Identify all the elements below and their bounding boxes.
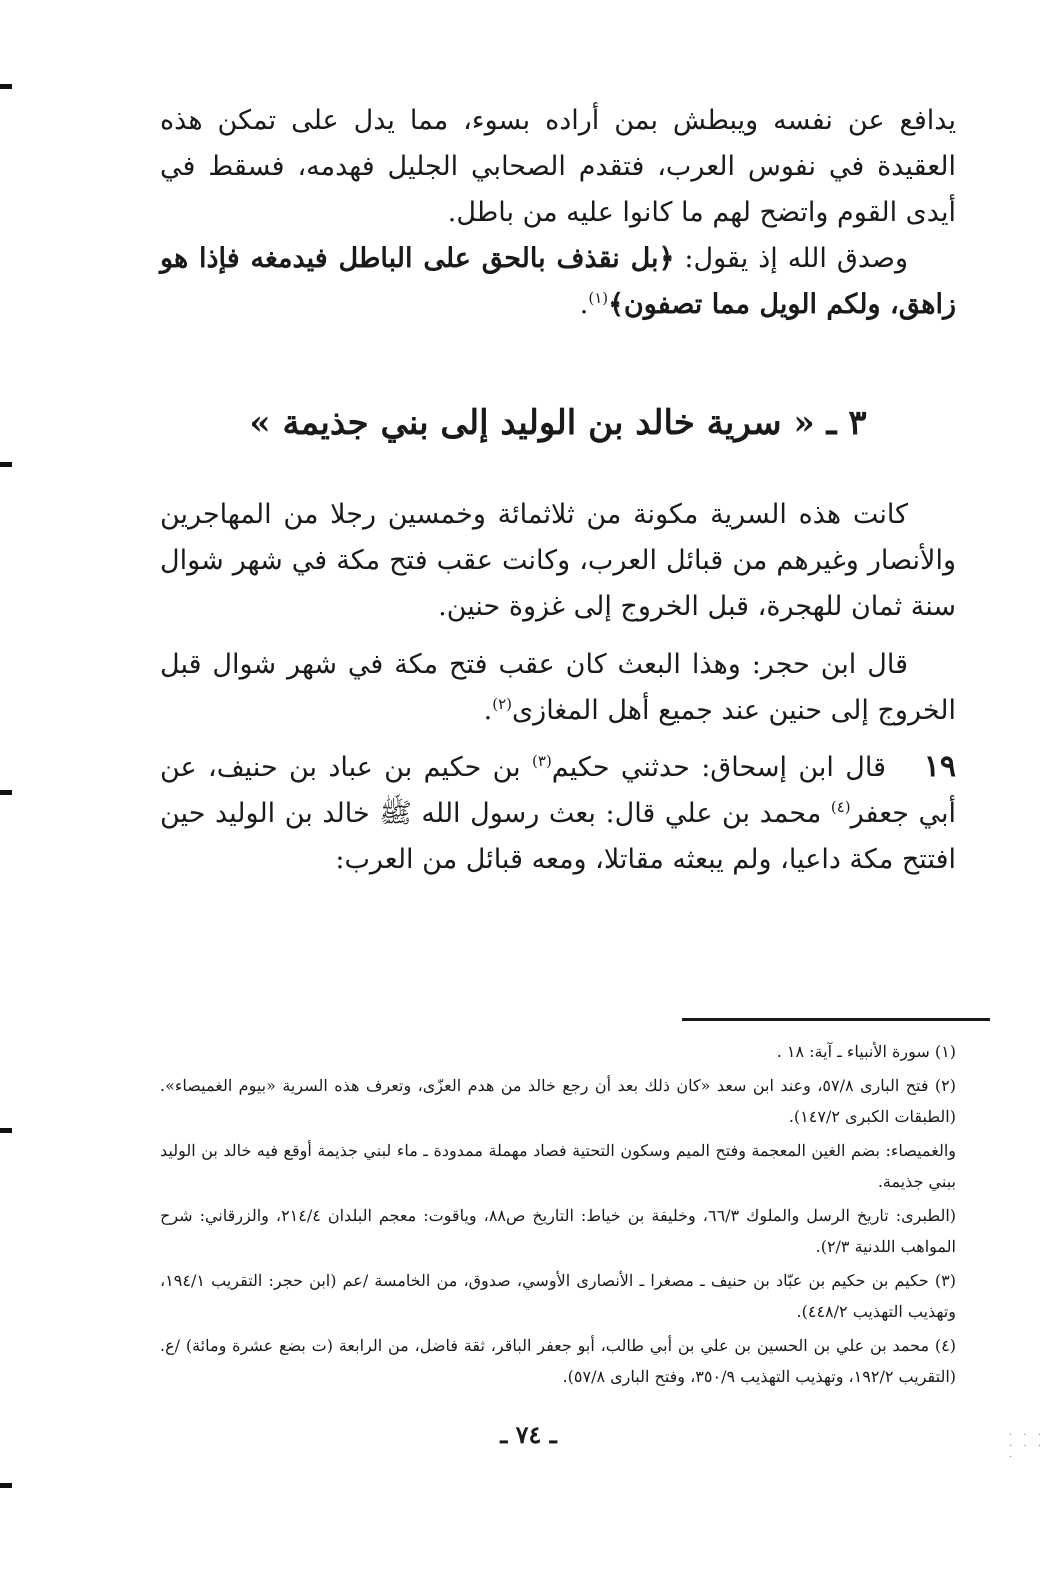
footnote-ref-4: (٤) bbox=[830, 798, 851, 816]
footnote: (١) سورة الأنبياء ـ آية: ١٨ . bbox=[776, 1042, 956, 1061]
footnote: (٤) محمد بن علي بن الحسين بن علي بن أبي طالب، أبو جعفر الباقر، ثقة فاضل، من الرابعة (ت بضع عشرة ومائة) /ع. (التقريب ١٩٢/٢، وتهذيب التهذيب ٣٥٠/٩، وفتح البارى ٥٧/٨). bbox=[160, 1336, 956, 1386]
footnote: (الطبرى: تاريخ الرسل والملوك ٦٦/٣، وخليفة بن خياط: التاريخ ص٨٨، وياقوت: معجم البلدان ٢١٤/٤، والزرقاني: شرح المواهب اللدنية ٢/٣). bbox=[160, 1206, 957, 1256]
scan-edge-mark bbox=[0, 1128, 12, 1133]
scan-edge-mark bbox=[0, 790, 12, 795]
scan-edge-mark bbox=[0, 1483, 12, 1488]
footnote-ref-3: (٣) bbox=[532, 752, 552, 770]
paragraph-expedition bbox=[160, 492, 956, 630]
footnote-ref-1: (١) bbox=[588, 289, 609, 307]
scan-edge-mark bbox=[0, 462, 12, 467]
paragraph-text: يدافع عن نفسه ويبطش بمن أراده بسوء، مما يدل على تمكن هذه العقيدة في نفوس العرب، فتقدم الصحابي الجليل فهدمه، فسقط في أيدى القوم واتضح لهم ما كانوا عليه من باطل. bbox=[160, 105, 956, 228]
paragraph-quran-quote: وصدق الله إذ يقول: ﴿بل نقذف بالحق على الباطل فيدمغه فإذا هو زاهق، ولكم الويل مما تصفون﴾$^{(١)}$. bbox=[160, 243, 956, 320]
paragraph-ibn-hajar: قال ابن حجر: وهذا البعث كان عقب فتح مكة في شهر شوال قبل الخروج إلى حنين عند جميع أهل المغازى$^{(٢)}$. bbox=[160, 649, 956, 726]
paragraph-intro bbox=[160, 98, 956, 236]
paragraph-text: قال ابن حجر: وهذا البعث كان عقب فتح مكة في شهر شوال قبل الخروج إلى حنين عند جميع أهل المغازى bbox=[160, 649, 956, 726]
paragraph-hadith: ١٩قال ابن إسحاق: حدثني حكيم$^{(٣)}$ بن حكيم بن عباد بن حنيف، عن أبي جعفر$^{(٤)}$ محمد بن علي قال: بعث رسول الله ﷺ خالد بن الوليد حين افتتح مكة داعيا، ولم يبعثه مقاتلا، ومعه قبائل من العرب: bbox=[160, 744, 956, 883]
page-number: ـ ٧٤ ـ bbox=[500, 1420, 557, 1449]
footnote: والغميصاء: بضم الغين المعجمة وفتح الميم وسكون التحتية فصاد مهملة ممدودة ـ ماء لبني جذيمة أوقع فيه خالد بن الوليد ببني جذيمة. bbox=[160, 1141, 956, 1191]
scan-specks: · · · · · · · bbox=[1009, 1430, 1045, 1463]
footnotes bbox=[160, 1036, 956, 1395]
section-heading: ٣ ـ « سرية خالد بن الوليد إلى بني جذيمة » bbox=[249, 403, 867, 443]
footnote: (٣) حكيم بن حكيم بن عبّاد بن حنيف ـ مصغرا ـ الأنصارى الأوسي، صدوق، من الخامسة /عم (ابن حجر: التقريب ١٩٤/١، وتهذيب التهذيب ٤٤٨/٢). bbox=[160, 1271, 956, 1321]
hadith-number: ١٩ bbox=[923, 749, 956, 784]
footnote-ref-2: (٢) bbox=[492, 695, 513, 713]
scan-edge-mark bbox=[0, 84, 12, 89]
quran-verse: ﴿بل نقذف بالحق على الباطل فيدمغه فإذا هو زاهق، ولكم الويل مما تصفون﴾ bbox=[160, 243, 956, 320]
footnote-separator bbox=[682, 1018, 990, 1021]
footnote: (٢) فتح البارى ٥٧/٨، وعند ابن سعد «كان ذلك بعد أن رجع خالد من هدم العزّى، وتعرف هذه السرية «بيوم الغميصاء». (الطبقات الكبرى ١٤٧/٢). bbox=[160, 1076, 957, 1126]
paragraph-text: كانت هذه السرية مكونة من ثلاثمائة وخمسين رجلا من المهاجرين والأنصار وغيرهم من قبائل العرب، وكانت عقب فتح مكة في شهر شوال سنة ثمان للهجرة، قبل الخروج إلى غزوة حنين. bbox=[160, 499, 956, 622]
quote-intro: وصدق الله إذ يقول: bbox=[674, 243, 908, 274]
